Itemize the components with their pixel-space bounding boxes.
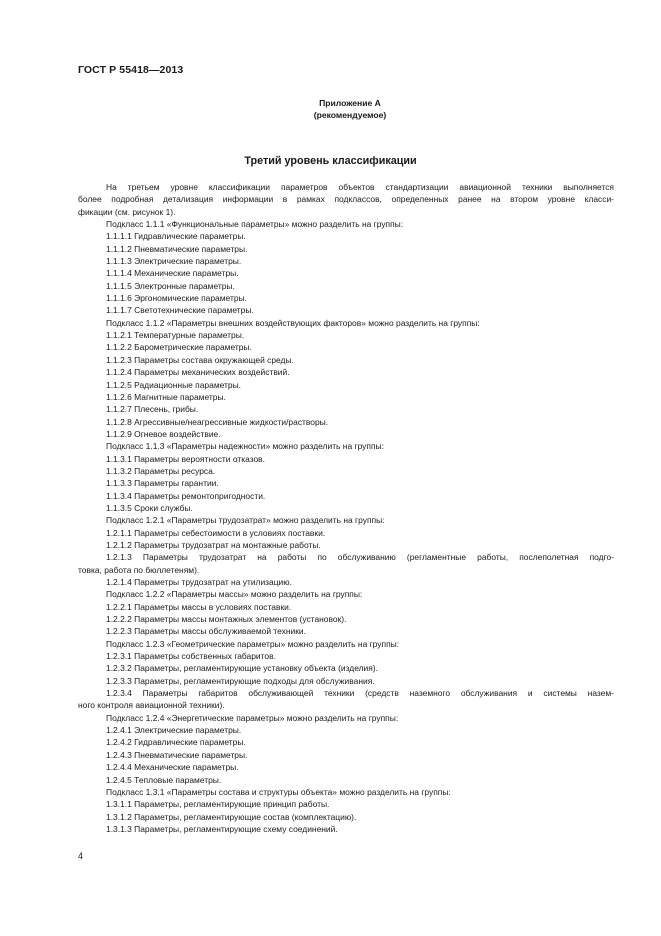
text-line: 1.1.3.5 Сроки службы.: [106, 502, 193, 513]
text-line: 1.2.1.1 Параметры себестоимости в условиях поставки.: [106, 527, 326, 538]
text-line: 1.1.2.3 Параметры состава окружающей среды.: [106, 354, 294, 365]
appendix-status: (рекомендуемое): [313, 109, 387, 120]
text-line: товка, работа по бюллетеням).: [78, 564, 200, 575]
text-line: 1.1.1.1 Гидравлические параметры.: [106, 231, 246, 242]
text-line: Подкласс 1.2.1 «Параметры трудозатрат» можно разделить на группы:: [106, 515, 385, 526]
text-line: 1.1.2.4 Параметры механических воздействий.: [106, 367, 290, 378]
text-line: 1.3.1.1 Параметры, регламентирующие принцип работы.: [106, 799, 330, 810]
text-line: 1.2.1.3 Параметры трудозатрат на работы по обслуживанию (регламентные работы, послеполетная подго-: [106, 552, 614, 563]
text-line: 1.2.1.4 Параметры трудозатрат на утилизацию.: [106, 577, 292, 587]
text-line: 1.2.2.2 Параметры массы монтажных элементов (установок).: [106, 614, 347, 625]
text-line: 1.1.2.1 Температурные параметры.: [106, 330, 245, 341]
section-title: Третий уровень классификации: [244, 155, 417, 167]
text-line: 1.3.1.2 Параметры, регламентирующие состав (комплектацию).: [106, 811, 357, 822]
text-line: 1.1.1.6 Эргономические параметры.: [106, 293, 247, 304]
appendix-heading: [300, 98, 400, 121]
text-line: 1.3.1.3 Параметры, регламентирующие схему соединений.: [106, 823, 338, 834]
text-line: 1.2.3.3 Параметры, регламентирующие подходы для обслуживания.: [106, 675, 375, 686]
text-line: 1.2.3.2 Параметры, регламентирующие установку объекта (изделия).: [106, 663, 378, 674]
text-line: более подробная детализация информации в рамках подклассов, определенных ранее на втором уровне класси-: [78, 194, 614, 205]
text-line: 1.1.2.7 Плесень, грибы.: [106, 404, 199, 415]
text-line: Подкласс 1.1.2 «Параметры внешних воздействующих факторов» можно разделить на группы:: [106, 317, 480, 328]
text-line: ного контроля авиационной техники).: [78, 700, 225, 711]
text-line: 1.1.3.4 Параметры ремонтопригодности.: [106, 490, 266, 501]
text-line: 1.1.3.1 Параметры вероятности отказов.: [106, 453, 265, 464]
text-line: На третьем уровне классификации параметров объектов стандартизации авиационной техники выполняется: [106, 182, 614, 192]
text-line: 1.1.2.8 Агрессивные/неагрессивные жидкости/растворы.: [106, 416, 329, 427]
document-body: [78, 181, 614, 835]
page-number: 4: [78, 851, 84, 861]
text-line: 1.1.2.5 Радиационные параметры.: [106, 379, 241, 390]
text-line: 1.2.4.1 Электрические параметры.: [106, 725, 242, 736]
text-line: 1.1.1.3 Электрические параметры.: [106, 256, 242, 267]
text-line: фикации (см. рисунок 1).: [78, 206, 176, 217]
text-line: 1.2.1.2 Параметры трудозатрат на монтажные работы.: [106, 539, 321, 550]
text-line: 1.2.4.2 Гидравлические параметры.: [106, 737, 246, 748]
appendix-title: Приложение А: [319, 98, 381, 108]
text-line: 1.1.3.2 Параметры ресурса.: [106, 465, 216, 476]
text-line: 1.1.1.2 Пневматические параметры.: [106, 243, 248, 254]
text-line: 1.1.1.7 Светотехнические параметры.: [106, 305, 254, 316]
text-line: 1.2.4.4 Механические параметры.: [106, 762, 239, 773]
text-line: Подкласс 1.2.4 «Энергетические параметры» можно разделить на группы:: [106, 712, 399, 723]
text-line: 1.2.2.1 Параметры массы в условиях поставки.: [106, 601, 292, 612]
text-line: 1.2.4.5 Тепловые параметры.: [106, 774, 222, 785]
text-line: 1.1.2.9 Огневое воздействие.: [106, 428, 221, 439]
text-line: 1.2.4.3 Пневматические параметры.: [106, 749, 248, 760]
text-line: 1.1.1.4 Механические параметры.: [106, 268, 239, 279]
text-line: 1.1.1.5 Электронные параметры.: [106, 280, 235, 291]
document-header: ГОСТ Р 55418—2013: [78, 64, 184, 76]
text-line: 1.1.2.2 Барометрические параметры.: [106, 342, 252, 353]
text-line: Подкласс 1.1.3 «Параметры надежности» можно разделить на группы:: [106, 441, 384, 452]
text-line: Подкласс 1.1.1 «Функциональные параметры» можно разделить на группы:: [106, 219, 404, 230]
text-line: 1.2.2.3 Параметры массы обслуживаемой техники.: [106, 626, 306, 637]
text-line: 1.2.3.1 Параметры собственных габаритов.: [106, 651, 276, 662]
text-line: Подкласс 1.2.3 «Геометрические параметры» можно разделить на группы:: [106, 638, 400, 649]
text-line: Подкласс 1.3.1 «Параметры состава и структуры объекта» можно разделить на группы:: [106, 786, 451, 797]
text-line: Подкласс 1.2.2 «Параметры массы» можно разделить на группы:: [106, 589, 363, 600]
text-line: 1.1.3.3 Параметры гарантии.: [106, 478, 219, 489]
text-line: 1.2.3.4 Параметры габаритов обслуживающей техники (средств наземного обслуживания и системы назем-: [106, 688, 614, 699]
text-line: 1.1.2.6 Магнитные параметры.: [106, 391, 226, 402]
